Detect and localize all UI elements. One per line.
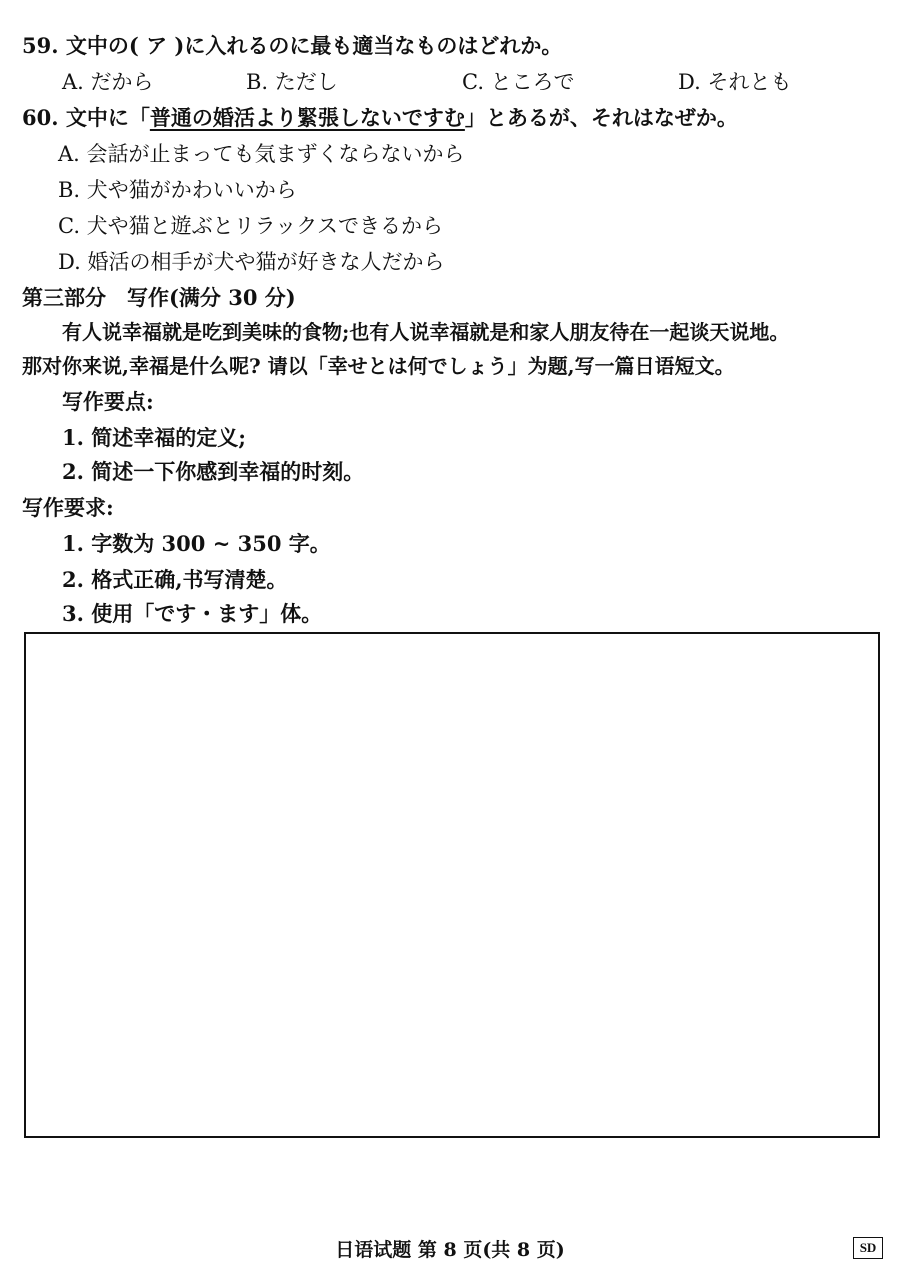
- writing-prompt-line1: 有人说幸福就是吃到美味的食物;也有人说幸福就是和家人朋友待在一起谈天说地。: [62, 320, 790, 344]
- writing-requirement-3: 3. 使用「です・ます」体。: [62, 601, 323, 626]
- q59-option-a: A. だから: [62, 70, 154, 94]
- writing-point-2: 2. 简述一下你感到幸福的时刻。: [62, 459, 365, 484]
- q59-number-prefix: 59. 文中の: [22, 33, 129, 58]
- q59-option-d: D. それとも: [678, 70, 792, 94]
- q60-stem-suffix: 」とあるが、それはなぜか。: [464, 105, 738, 130]
- q59-option-c: C. ところで: [462, 70, 575, 94]
- q60-option-c: C. 犬や猫と遊ぶとリラックスできるから: [58, 214, 444, 238]
- answer-writing-box[interactable]: [24, 632, 880, 1138]
- writing-requirement-1: 1. 字数为 300 ~ 350 字。: [62, 531, 331, 556]
- q60-underlined-quote: 普通の婚活より緊張しないですむ: [149, 105, 465, 130]
- q60-stem-prefix: 60. 文中に「: [22, 105, 150, 130]
- writing-requirements-heading: 写作要求:: [22, 495, 114, 520]
- q60-option-b: B. 犬や猫がかわいいから: [58, 178, 297, 202]
- q59-option-b: B. ただし: [246, 70, 338, 94]
- q60-option-a: A. 会話が止まっても気まずくならないから: [58, 142, 465, 166]
- page-footer: 日语试题 第 8 页(共 8 页): [335, 1239, 565, 1261]
- writing-requirement-2: 2. 格式正确,书写清楚。: [62, 567, 288, 592]
- q59-stem: [22, 32, 562, 60]
- q60-stem: [22, 104, 738, 132]
- sd-badge: SD: [853, 1237, 883, 1259]
- q59-blank: ( ア ): [128, 33, 185, 58]
- q60-option-d: D. 婚活の相手が犬や猫が好きな人だから: [58, 250, 445, 274]
- writing-prompt-line2: 那对你来说,幸福是什么呢? 请以「幸せとは何でしょう」为题,写一篇日语短文。: [22, 354, 735, 378]
- writing-point-1: 1. 简述幸福的定义;: [62, 425, 246, 450]
- q59-stem-suffix: に入れるのに最も適当なものはどれか。: [184, 33, 563, 58]
- part3-heading: 第三部分 写作(满分 30 分): [22, 285, 296, 310]
- writing-points-heading: 写作要点:: [62, 389, 154, 414]
